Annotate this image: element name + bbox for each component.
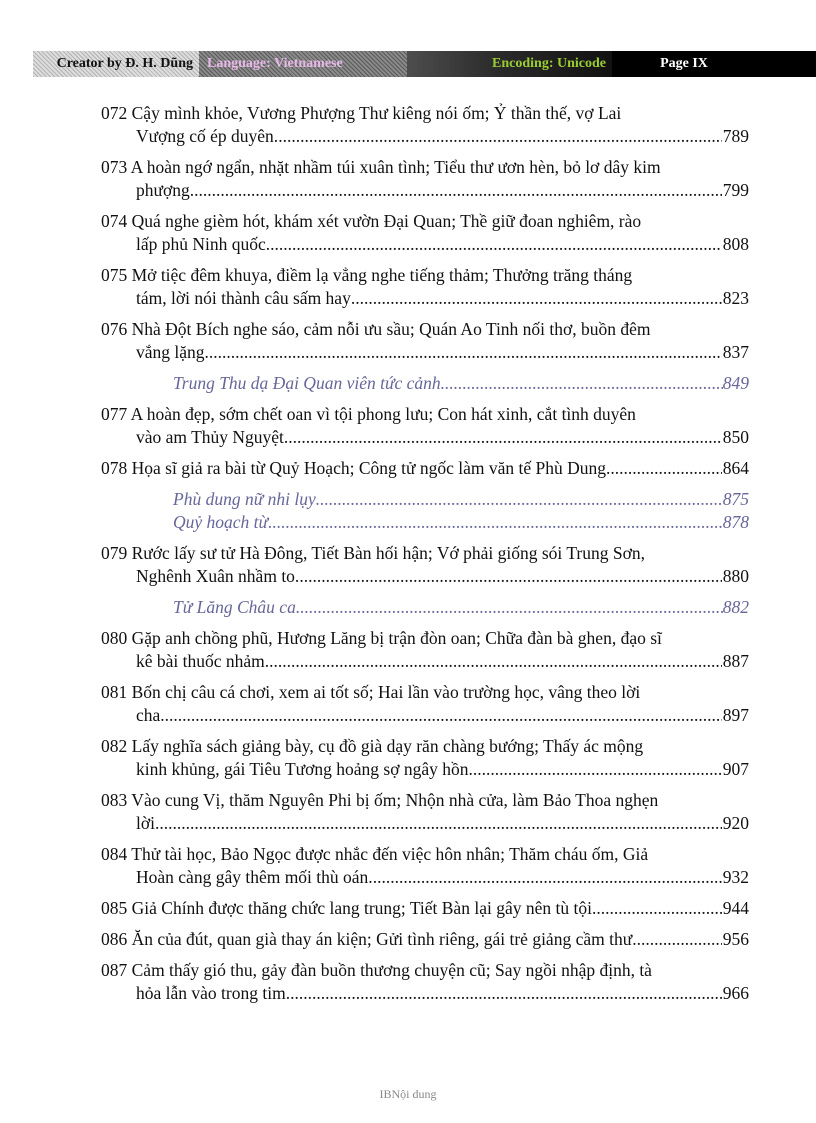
toc-poem-875[interactable] xyxy=(101,488,749,511)
poem-page-number: 878 xyxy=(722,512,749,532)
toc-entry-title: 074 Quá nghe gièm hót, khám xét vườn Đại Quan; Thề giữ đoan nghiêm, rào xyxy=(101,211,642,231)
dot-leader xyxy=(296,596,723,619)
toc-entry-title-cont: vắng lặng. xyxy=(136,342,209,362)
poem-page-number: 882 xyxy=(722,597,749,617)
dot-leader xyxy=(299,565,721,588)
toc-entry-title-cont: kinh khủng, gái Tiêu Tương hoảng sợ ngây hồn. xyxy=(136,759,473,779)
dot-leader xyxy=(441,372,723,395)
toc-entry-title: 076 Nhà Đột Bích nghe sáo, cảm nỗi ưu sầu; Quán Ao Tinh nối thơ, buồn đêm xyxy=(101,319,651,339)
toc-entry-title-cont: lấp phủ Ninh quốc. xyxy=(136,234,271,254)
toc-entry-title: 079 Rước lấy sư tử Hà Đông, Tiết Bàn hối hận; Vớ phải giống sói Trung Sơn, xyxy=(101,543,645,563)
toc-page-number: 823 xyxy=(722,288,749,308)
dot-leader xyxy=(159,812,721,835)
header-page-number: Page IX xyxy=(612,51,816,77)
page-header-bar xyxy=(33,51,816,77)
toc-entry-title: 082 Lấy nghĩa sách giảng bày, cụ đồ già dạy răn chàng bướng; Thấy ác mộng xyxy=(101,736,644,756)
toc-page-number: 932 xyxy=(722,867,749,887)
header-creator: Creator by Đ. H. Dũng xyxy=(33,51,199,77)
dot-leader xyxy=(632,928,722,951)
toc-entry-075[interactable] xyxy=(101,264,749,310)
toc-entry-title-cont: Nghênh Xuân nhầm to. xyxy=(136,566,300,586)
toc-page-number: 864 xyxy=(722,458,749,478)
dot-leader xyxy=(288,426,721,449)
toc-entry-title-cont: kê bài thuốc nhảm. xyxy=(136,651,270,671)
toc-entry-084[interactable] xyxy=(101,843,749,889)
toc-page-number: 907 xyxy=(722,759,749,779)
toc-page-number: 897 xyxy=(722,705,749,725)
toc-page-number: 837 xyxy=(722,342,749,362)
toc-entry-title: 073 A hoàn ngớ ngẩn, nhặt nhầm túi xuân tình; Tiểu thư ươn hèn, bỏ lơ dây kim xyxy=(101,157,661,177)
toc-entry-title-cont: tám, lời nói thành câu sấm hay xyxy=(136,288,351,308)
toc-entry-title: 084 Thử tài học, Bảo Ngọc được nhắc đến việc hôn nhân; Thăm cháu ốm, Giả xyxy=(101,844,649,864)
toc-entry-title: 077 A hoàn đẹp, sớm chết oan vì tội phong lưu; Con hát xinh, cắt tình duyên xyxy=(101,404,636,424)
dot-leader xyxy=(316,488,723,511)
toc-entry-085[interactable] xyxy=(101,897,749,920)
poem-page-number: 849 xyxy=(722,373,749,393)
toc-entry-title: 080 Gặp anh chồng phũ, Hương Lăng bị trận đòn oan; Chữa đàn bà ghen, đạo sĩ xyxy=(101,628,662,648)
toc-entry-title: 087 Cảm thấy gió thu, gảy đàn buồn thương chuyện cũ; Say ngồi nhập định, tà xyxy=(101,960,652,980)
toc-entry-title: 085 Giả Chính được thăng chức lang trung; Tiết Bàn lại gây nên tù tội xyxy=(101,898,592,918)
header-encoding: Encoding: Unicode xyxy=(407,51,612,77)
toc-entry-title: 086 Ăn của đút, quan già thay án kiện; Gửi tình riêng, gái trẻ giảng cầm thư xyxy=(101,929,633,949)
toc-entry-072[interactable] xyxy=(101,102,749,148)
dot-leader xyxy=(270,233,722,256)
dot-leader xyxy=(473,758,722,781)
toc-entry-title-cont: Vượng cố ép duyên. xyxy=(136,126,279,146)
toc-page-number: 799 xyxy=(722,180,749,200)
toc-entry-080[interactable] xyxy=(101,627,749,673)
toc-entry-title-cont: hỏa lẫn vào trong tim. xyxy=(136,983,291,1003)
dot-leader xyxy=(278,125,722,148)
dot-leader xyxy=(190,179,722,202)
toc-entry-087[interactable] xyxy=(101,959,749,1005)
toc-entry-title: 075 Mở tiệc đêm khuya, điềm lạ vẳng nghe tiếng thảm; Thưởng trăng tháng xyxy=(101,265,633,285)
toc-entry-title-cont: phượng xyxy=(136,180,190,200)
dot-leader xyxy=(351,287,722,310)
toc-entry-title: 081 Bốn chị câu cá chơi, xem ai tốt số; Hai lần vào trường học, vâng theo lời xyxy=(101,682,641,702)
dot-leader xyxy=(373,866,722,889)
header-language: Language: Vietnamese xyxy=(199,51,407,77)
poem-title: Trung Thu dạ Đại Quan viên tức cảnh xyxy=(173,373,441,393)
toc-entry-073[interactable] xyxy=(101,156,749,202)
toc-page-number: 887 xyxy=(722,651,749,671)
toc-entry-079[interactable] xyxy=(101,542,749,588)
toc-entry-title-cont: lời. xyxy=(136,813,160,833)
page-footer: IBNội dung xyxy=(379,1087,437,1101)
toc-page-number: 880 xyxy=(722,566,749,586)
toc-poem-882[interactable] xyxy=(101,596,749,619)
dot-leader xyxy=(165,704,722,727)
poem-title: Quỷ hoạch từ xyxy=(173,512,269,532)
toc-entry-083[interactable] xyxy=(101,789,749,835)
toc-page-number: 944 xyxy=(722,898,749,918)
toc-page-number: 956 xyxy=(722,929,749,949)
toc-page-number: 920 xyxy=(722,813,749,833)
toc-entry-074[interactable] xyxy=(101,210,749,256)
table-of-contents xyxy=(101,102,749,1013)
dot-leader xyxy=(290,982,722,1005)
toc-entry-title: 078 Họa sĩ giả ra bài từ Quỷ Hoạch; Công tử ngốc làm văn tế Phù Dung xyxy=(101,458,606,478)
toc-poem-878[interactable] xyxy=(101,511,749,534)
toc-entry-078[interactable] xyxy=(101,457,749,480)
toc-entry-title-cont: vào am Thủy Nguyệt. xyxy=(136,427,289,447)
poem-title: Phù dung nữ nhi lụy xyxy=(173,489,316,509)
toc-entry-title-cont: Hoàn càng gây thêm mối thù oán. xyxy=(136,867,373,887)
toc-entry-title: 083 Vào cung Vị, thăm Nguyên Phi bị ốm; Nhộn nhà cửa, làm Bảo Thoa nghẹn xyxy=(101,790,659,810)
toc-entry-077[interactable] xyxy=(101,403,749,449)
toc-entry-076[interactable] xyxy=(101,318,749,364)
toc-entry-082[interactable] xyxy=(101,735,749,781)
dot-leader xyxy=(209,341,722,364)
toc-entry-title-cont: cha. xyxy=(136,705,165,725)
toc-entry-081[interactable] xyxy=(101,681,749,727)
toc-page-number: 850 xyxy=(722,427,749,447)
toc-entry-086[interactable] xyxy=(101,928,749,951)
dot-leader xyxy=(268,511,723,534)
toc-page-number: 808 xyxy=(722,234,749,254)
toc-entry-title: 072 Cậy mình khỏe, Vương Phượng Thư kiêng nói ốm; Ỷ thần thế, vợ Lai xyxy=(101,103,622,123)
toc-page-number: 789 xyxy=(722,126,749,146)
poem-title: Tử Lăng Châu ca xyxy=(173,597,296,617)
dot-leader xyxy=(269,650,722,673)
dot-leader xyxy=(606,457,722,480)
toc-page-number: 966 xyxy=(722,983,749,1003)
poem-page-number: 875 xyxy=(722,489,749,509)
dot-leader xyxy=(592,897,722,920)
toc-poem-849[interactable] xyxy=(101,372,749,395)
